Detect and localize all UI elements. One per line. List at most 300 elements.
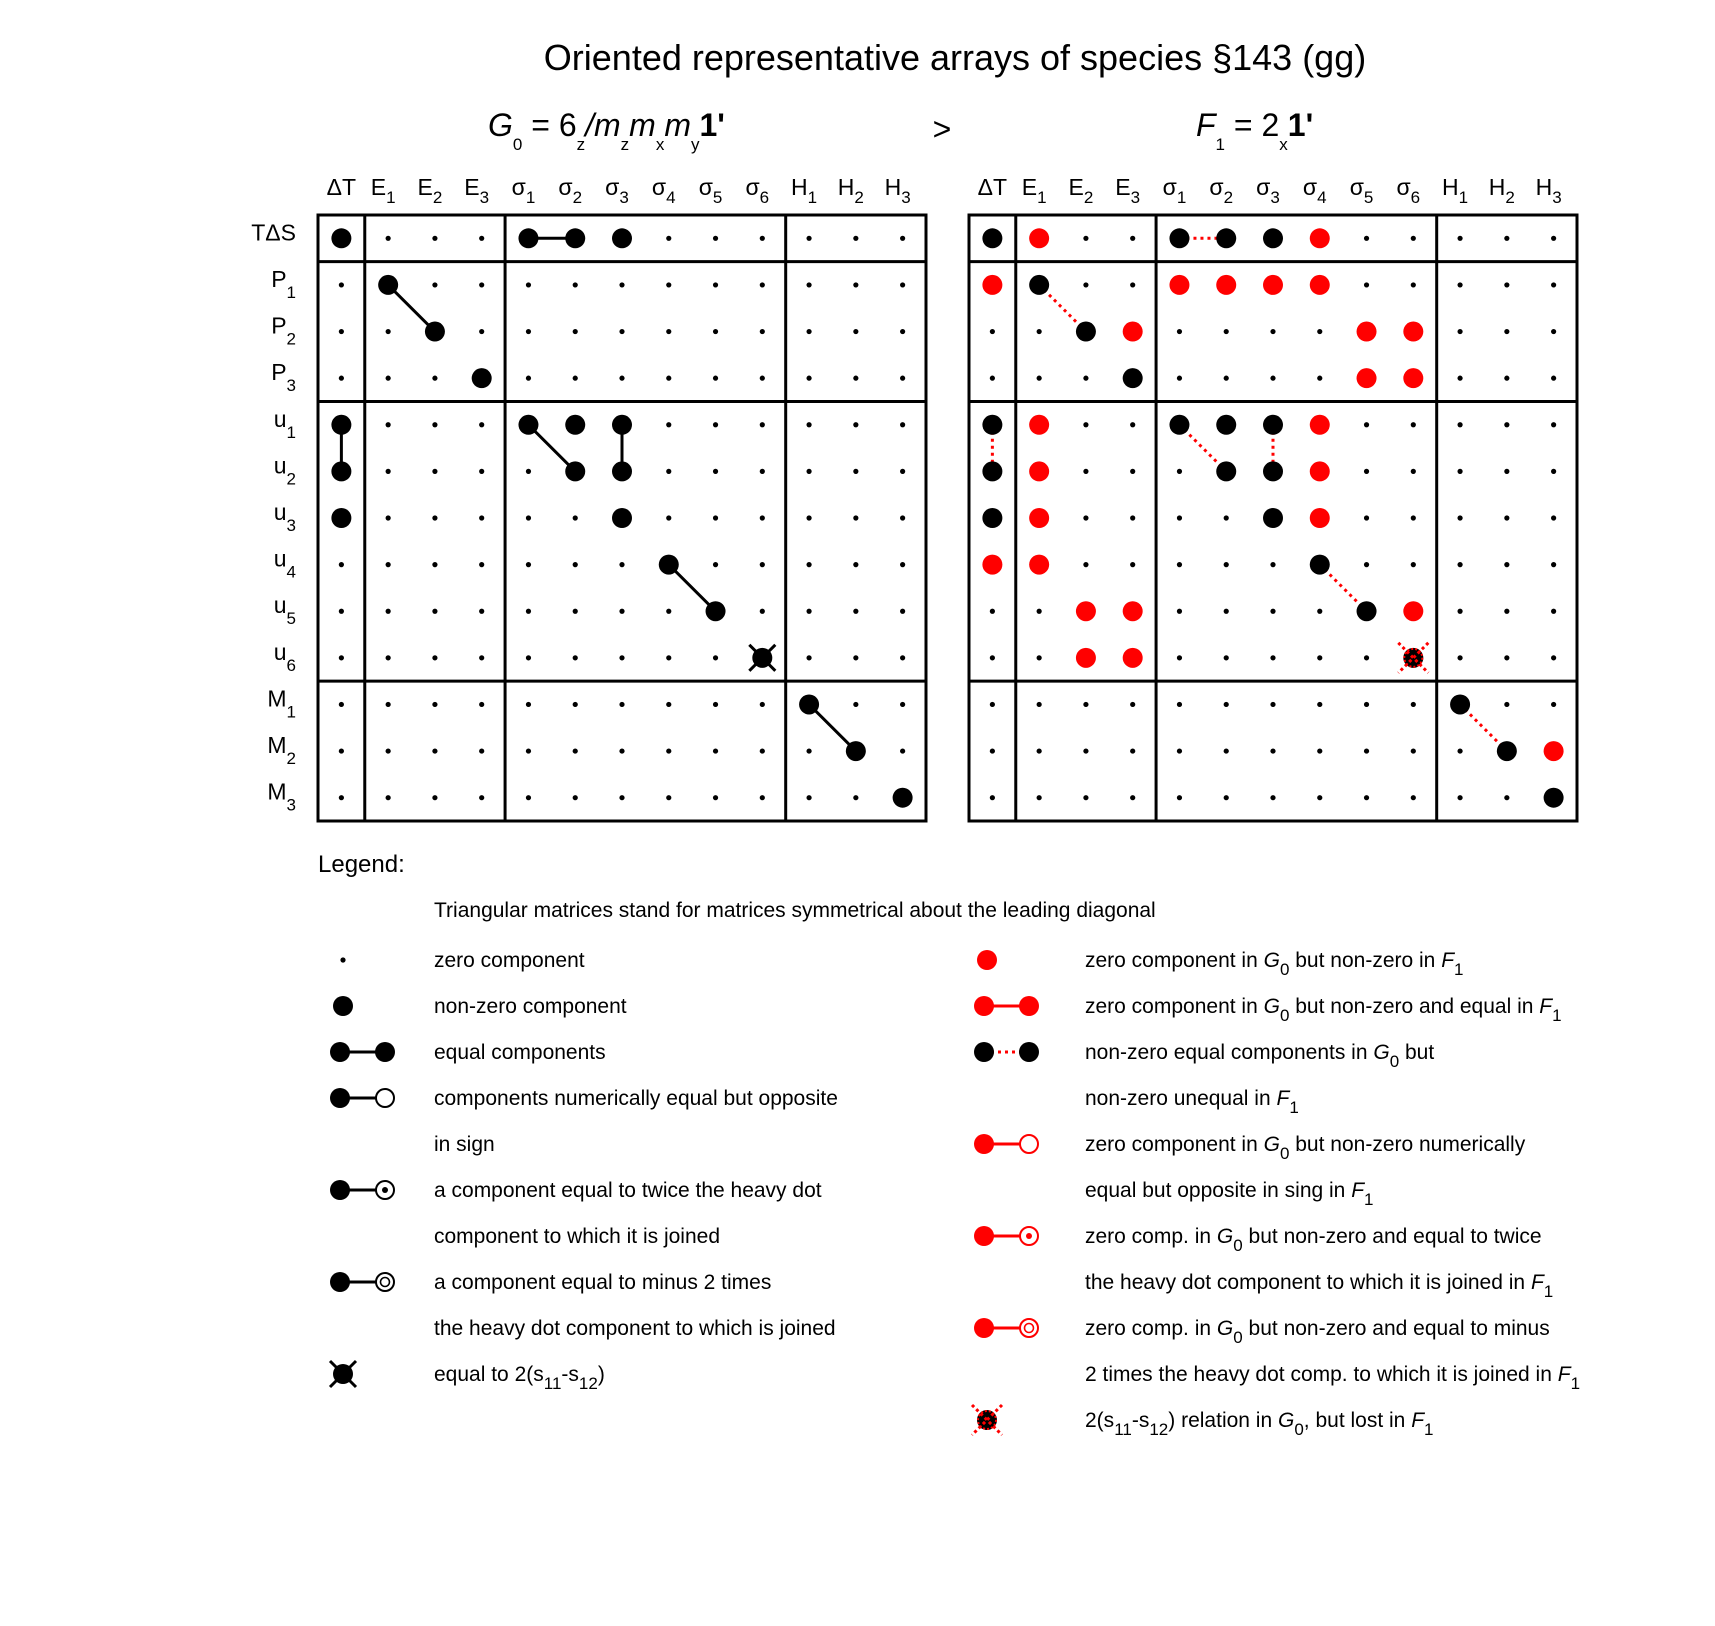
row-header [274,546,296,582]
legend-symbol-dotted-equal [974,1042,1039,1062]
zero-component-dot [1411,282,1416,287]
legend-note: Triangular matrices stand for matrices symmetrical about the leading diagonal [434,899,1156,922]
zero-component-dot [713,562,718,567]
text-part: 11 [543,1374,562,1393]
zero-component-dot [760,562,765,567]
zero-component-dot [1130,469,1135,474]
zero-component-dot [1504,702,1509,707]
zero-component-dot [386,609,391,614]
column-header-sub: 2 [572,188,583,207]
zero-component-dot [1364,236,1369,241]
text-part: 0 [1294,1420,1304,1439]
red-component-dot [1076,648,1096,668]
zero-component-dot [1411,748,1416,753]
text-part: F [1196,107,1216,143]
nonzero-component-dot [1450,694,1470,714]
row-header-base: P [271,359,287,386]
zero-component-dot [1177,702,1182,707]
nonzero-component-dot [1076,322,1096,342]
column-header [791,174,817,207]
zero-component-dot [479,609,484,614]
zero-component-dot [1317,702,1322,707]
legend-text [1085,949,1463,979]
row-header-sub: 2 [286,469,296,489]
row-header-sub: 1 [286,282,296,302]
zero-component-dot [1551,376,1556,381]
zero-component-dot [573,609,578,614]
zero-component-dot [386,422,391,427]
text-part: 1 [1364,1190,1374,1209]
text-part: 1' [699,107,725,143]
red-component-dot [1123,601,1143,621]
zero-component-dot [1504,655,1509,660]
red-component-dot [1310,508,1330,528]
zero-component-dot [619,748,624,753]
legend-text [434,995,627,1018]
legend-text [434,1363,605,1393]
zero-component-dot [1457,236,1462,241]
zero-component-dot [1037,329,1042,334]
zero-component-dot [1037,609,1042,614]
zero-component-dot [900,655,905,660]
zero-component-dot [666,795,671,800]
text-part: G [1263,995,1280,1018]
zero-component-dot [1037,655,1042,660]
zero-component-dot [806,329,811,334]
column-header-sub: 3 [1552,188,1562,207]
nonzero-component-dot [1029,275,1049,295]
zero-component-dot [1504,515,1509,520]
zero-component-dot [1504,282,1509,287]
column-header-base: E [1068,174,1084,200]
nonzero-component-dot [612,508,632,528]
legend-symbol-red-dot [977,950,997,970]
text-part: 0 [1389,1052,1400,1071]
row-header-base: P [271,312,287,339]
lost-relation-marker [1398,643,1428,673]
zero-component-dot [666,609,671,614]
zero-component-dot [573,515,578,520]
legend-text [1085,1225,1542,1255]
column-header-base: σ [1162,174,1177,200]
text-part: F [1441,949,1455,972]
zero-component-dot [432,748,437,753]
zero-component-dot [573,376,578,381]
zero-component-dot [1224,376,1229,381]
text-part: 11 [1114,1420,1132,1439]
zero-component-dot [1224,795,1229,800]
zero-component-dot [339,748,344,753]
row-header [271,266,296,302]
nonzero-component-dot [1169,228,1189,248]
red-component-dot [1123,322,1143,342]
nonzero-component-dot [982,461,1002,481]
zero-component-dot [1177,329,1182,334]
legend-small-dot [340,957,345,962]
zero-component-dot [432,562,437,567]
row-header [274,499,296,535]
row-header-base: u [273,592,287,619]
zero-component-dot [806,609,811,614]
legend-text [434,1041,606,1064]
zero-component-dot [1083,376,1088,381]
zero-component-dot [1177,748,1182,753]
nonzero-component-dot [1263,415,1283,435]
zero-component-dot [1083,748,1088,753]
zero-component-dot [1411,236,1416,241]
zero-component-dot [1317,329,1322,334]
text-part: m [629,107,656,143]
zero-component-dot [619,376,624,381]
legend-dot [1019,996,1039,1016]
zero-component-dot [386,702,391,707]
zero-component-dot [479,236,484,241]
text-part: = 6 [522,107,577,143]
text-part: F [1539,995,1553,1018]
zero-component-dot [900,329,905,334]
text-part: 0 [1233,1236,1243,1255]
figure-title: Oriented representative arrays of species §143 (gg) [543,37,1367,78]
text-part: but [1399,1041,1435,1064]
zero-component-dot [432,376,437,381]
text-part: zero comp. in [1085,1317,1217,1340]
column-header [1442,174,1468,207]
zero-component-dot [526,562,531,567]
zero-component-dot [900,515,905,520]
column-header [327,174,356,200]
zero-component-dot [526,376,531,381]
zero-component-dot [1224,562,1229,567]
zero-component-dot [666,376,671,381]
text-part: but non-zero and equal to minus [1242,1317,1550,1340]
group-label-g0 [488,107,725,154]
text-part: 2 times the heavy dot comp. to which it is joined in [1085,1363,1558,1386]
column-header [885,174,911,207]
column-header-sub: 3 [901,188,911,207]
row-header-base: P [271,265,287,292]
zero-component-dot [1504,236,1509,241]
zero-component-dot [1457,795,1462,800]
zero-component-dot [573,655,578,660]
nonzero-component-dot [1497,741,1517,761]
legend-text [434,1133,495,1156]
zero-component-dot [990,748,995,753]
nonzero-component-dot [331,508,351,528]
legend-text [1085,1133,1526,1163]
row-header-sub: 1 [286,702,296,722]
zero-component-dot [526,282,531,287]
zero-component-dot [339,376,344,381]
zero-component-dot [1270,329,1275,334]
legend-center-dot [382,1187,388,1193]
text-part: x [655,135,665,154]
column-header-sub: 6 [759,188,770,207]
column-header-base: H [1535,174,1553,200]
zero-component-dot [806,422,811,427]
zero-component-dot [386,236,391,241]
zero-component-dot [1504,609,1509,614]
zero-component-dot [573,562,578,567]
zero-component-dot [1364,748,1369,753]
red-component-dot [1029,508,1049,528]
zero-component-dot [666,282,671,287]
zero-component-dot [1224,515,1229,520]
text-part: 1 [1215,135,1226,154]
zero-component-dot [1411,515,1416,520]
text-part: G [1216,1317,1234,1340]
text-part: F [1530,1271,1544,1294]
red-component-dot [1403,322,1423,342]
text-part: but non-zero and equal in [1289,995,1540,1018]
row-header [267,779,296,815]
zero-component-dot [990,702,995,707]
zero-component-dot [713,376,718,381]
nonzero-component-dot [425,322,445,342]
column-header-base: σ [1209,174,1224,200]
zero-component-dot [713,748,718,753]
zero-component-dot [1457,376,1462,381]
zero-component-dot [1317,795,1322,800]
nonzero-component-dot [982,415,1002,435]
legend-dot [330,1042,350,1062]
zero-component-dot [713,329,718,334]
legend-symbol-equal [330,1042,395,1062]
zero-component-dot [479,795,484,800]
nonzero-component-dot [565,415,585,435]
column-header-sub: 1 [386,188,396,207]
zero-component-dot [386,655,391,660]
zero-component-dot [713,236,718,241]
zero-component-dot [1083,422,1088,427]
legend-text [434,949,585,972]
text-part: 12 [1149,1420,1169,1439]
nonzero-component-dot [518,415,538,435]
zero-component-dot [713,422,718,427]
zero-component-dot [1177,515,1182,520]
column-header [1396,174,1420,207]
text-part: 0 [1279,1006,1290,1025]
row-header-base: u [273,638,287,665]
legend-dot [330,1180,350,1200]
text-part: non-zero unequal in [1085,1087,1277,1110]
zero-component-dot [386,795,391,800]
zero-component-dot [1551,655,1556,660]
column-header-sub: 4 [666,188,676,207]
zero-component-dot [853,376,858,381]
column-header [1303,174,1327,207]
zero-component-dot [1130,515,1135,520]
zero-component-dot [479,329,484,334]
text-part: = 2 [1225,107,1280,143]
zero-component-dot [1130,562,1135,567]
zero-component-dot [990,609,995,614]
zero-component-dot [853,329,858,334]
column-header-base: E [417,174,433,200]
column-header [418,174,443,207]
legend-symbol-red-opposite [974,1134,1038,1154]
row-header-base: M [267,732,287,759]
zero-component-dot [666,655,671,660]
column-header [745,174,769,207]
column-header [1489,174,1515,207]
legend-text [434,1087,838,1110]
zero-component-dot [1083,236,1088,241]
row-header-sub: 3 [286,795,296,815]
red-component-dot [1357,368,1377,388]
nonzero-component-dot [518,228,538,248]
zero-component-dot [1130,236,1135,241]
legend-dot [375,1042,395,1062]
column-header [1256,174,1280,207]
zero-component-dot [666,515,671,520]
zero-component-dot [432,609,437,614]
nonzero-component-dot [1263,508,1283,528]
legend-open-dot [376,1273,394,1291]
column-header-sub: 2 [854,188,864,207]
zero-component-dot [1037,748,1042,753]
red-component-dot [1076,601,1096,621]
legend-open-dot [1020,1135,1038,1153]
column-header-base: H [791,174,808,200]
two-s11-s12-marker [749,645,775,671]
legend-symbol-red-minus-two [974,1318,1038,1338]
zero-component-dot [900,562,905,567]
row-header-sub: 3 [286,376,296,396]
legend-heavy-dot [333,996,353,1016]
zero-component-dot [479,422,484,427]
zero-component-dot [1177,655,1182,660]
text-part: 1 [1570,1374,1581,1393]
column-header-sub: 1 [525,188,536,207]
zero-component-dot [853,609,858,614]
zero-component-dot [760,609,765,614]
legend [318,851,1580,1439]
zero-component-dot [1270,609,1275,614]
nonzero-component-dot [659,555,679,575]
legend-dot [1019,1042,1039,1062]
zero-component-dot [1224,748,1229,753]
zero-component-dot [339,655,344,660]
zero-component-dot [526,748,531,753]
text-part: 1 [1289,1098,1299,1117]
zero-component-dot [1083,562,1088,567]
zero-component-dot [1317,748,1322,753]
column-header-base: H [837,174,855,200]
row-header-sub: 5 [286,609,296,629]
zero-component-dot [1411,422,1416,427]
text-part: components numerically equal but opposite [434,1087,838,1110]
zero-component-dot [853,515,858,520]
row-header-base: M [267,685,287,712]
nonzero-component-dot [1123,368,1143,388]
zero-component-dot [386,329,391,334]
zero-component-dot [1083,795,1088,800]
zero-component-dot [1177,562,1182,567]
zero-component-dot [760,376,765,381]
zero-component-dot [1130,795,1135,800]
zero-component-dot [1177,376,1182,381]
legend-dot [974,996,994,1016]
zero-component-dot [1551,282,1556,287]
row-header [274,639,296,675]
legend-symbol-cross [330,1361,356,1387]
zero-component-dot [1177,469,1182,474]
zero-component-dot [1130,702,1135,707]
text-part: 0 [1279,1144,1290,1163]
zero-component-dot [760,469,765,474]
zero-component-dot [1411,702,1416,707]
legend-symbol-minus-two [330,1272,394,1292]
zero-component-dot [1364,655,1369,660]
legend-symbol-heavy-dot [333,996,353,1016]
column-header-base: σ [1349,174,1364,200]
zero-component-dot [339,702,344,707]
column-header [558,174,582,207]
zero-component-dot [1130,748,1135,753]
zero-component-dot [339,795,344,800]
row-header [267,685,296,721]
text-part: equal to 2(s [434,1363,544,1386]
zero-component-dot [990,376,995,381]
group-label-f1 [1196,107,1313,154]
text-part: ) [597,1363,605,1386]
column-header-base: σ [1256,174,1271,200]
row-header-sub: 3 [286,516,296,535]
zero-component-dot [479,748,484,753]
column-header-base: ΔT [326,174,357,200]
column-header [1022,174,1047,207]
zero-component-dot [479,655,484,660]
text-part: G [1277,1409,1295,1432]
column-header-sub: 3 [1130,188,1141,207]
zero-component-dot [1457,609,1462,614]
legend-center-dot [1026,1233,1032,1239]
nonzero-component-dot [612,461,632,481]
zero-component-dot [432,795,437,800]
text-part: non-zero equal components in [1085,1041,1374,1064]
zero-component-dot [1270,702,1275,707]
zero-component-dot [479,282,484,287]
column-header-sub: 2 [1505,188,1515,207]
nonzero-component-dot [331,461,351,481]
zero-component-dot [619,282,624,287]
zero-component-dot [1504,329,1509,334]
zero-component-dot [619,655,624,660]
row-header-sub: 4 [286,562,296,582]
text-part: 1' [1287,107,1314,143]
zero-component-dot [1457,748,1462,753]
nonzero-component-dot [893,788,913,808]
column-header-base: E [1021,174,1038,200]
zero-component-dot [1364,422,1369,427]
text-part: 1 [1543,1282,1554,1301]
zero-component-dot [806,376,811,381]
zero-component-dot [432,236,437,241]
nonzero-component-dot [331,415,351,435]
column-header-base: H [1442,174,1459,200]
zero-component-dot [1083,282,1088,287]
legend-heading: Legend: [318,851,405,878]
zero-component-dot [666,329,671,334]
row-header-base: u [273,452,287,479]
text-part: the heavy dot component to which it is joined in [1085,1271,1531,1294]
column-header [838,174,864,207]
zero-component-dot [479,562,484,567]
red-component-dot [982,275,1002,295]
row-header [267,732,296,768]
red-component-dot [1123,648,1143,668]
zero-component-dot [619,795,624,800]
